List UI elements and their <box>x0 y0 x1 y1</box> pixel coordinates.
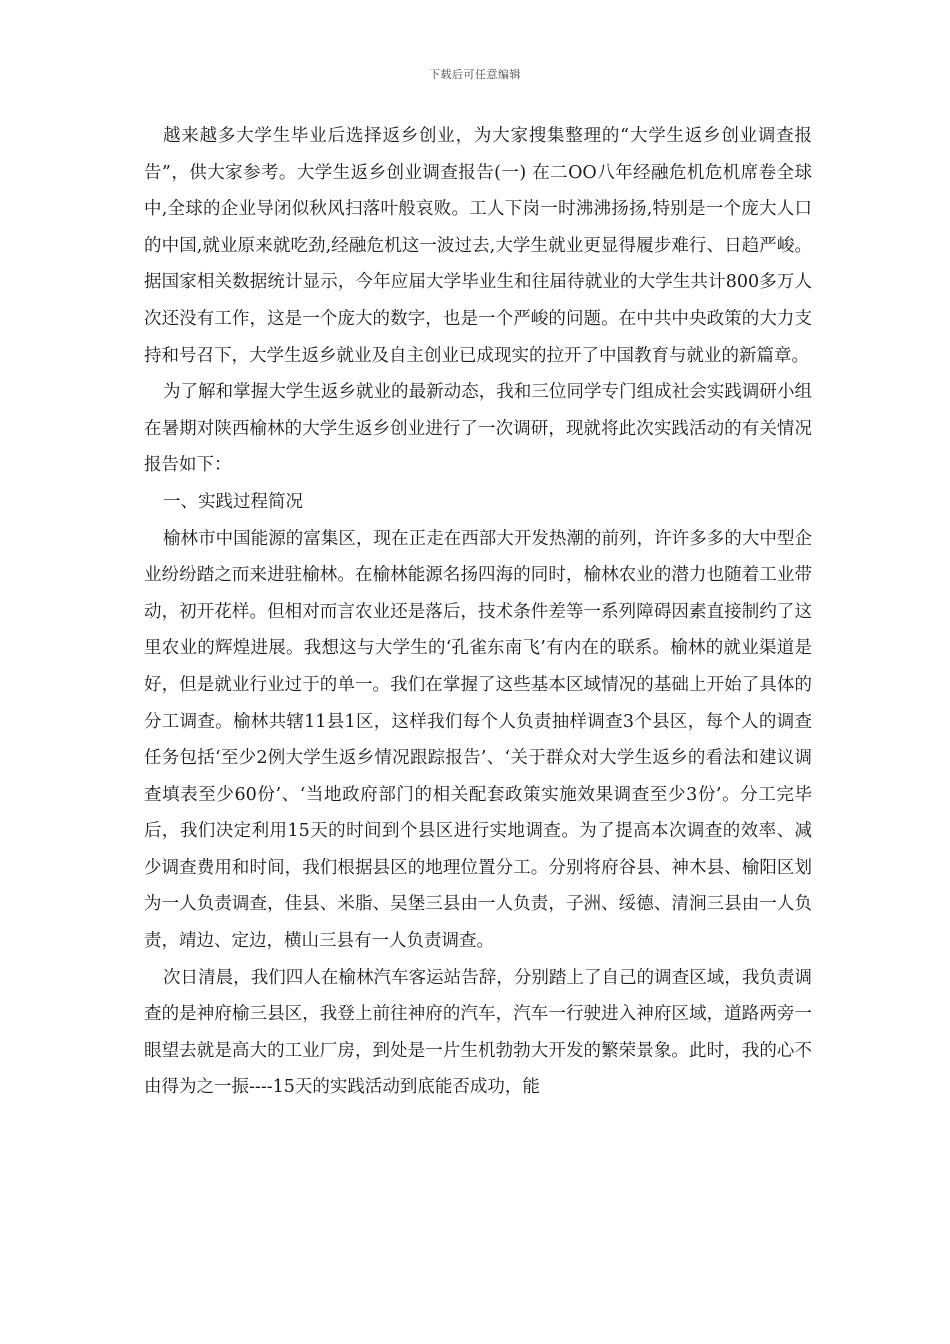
section-heading: 一、实践过程简况 <box>163 491 303 512</box>
paragraph-purpose: 为了解和掌握大学生返乡就业的最新动态，我和三位同学专门组成社会实践调研小组在暑期对陕西榆林的大学生返乡创业进行了一次调研，现就将此次实践活动的有关情况报告如下： <box>144 382 812 476</box>
page-header: 下载后可任意编辑 <box>429 68 521 81</box>
paragraph-yulin: 榆林市中国能源的富集区，现在正走在西部大开发热潮的前列，许许多多的大中型企业纷纷踏之而来进驻榆林。在榆林能源名扬四海的同时，榆林农业的潜力也随着工业带动，初开花样。但相对而言农业还是落后，技术条件差等一系列障碍因素直接制约了这里农业的辉煌进展。我想这与大学生的‘孔雀东南飞’有内在的联系。榆林的就业渠道是好，但是就业行业过于的单一。我们在掌握了这些基本区域情况的基础上开始了具体的分工调查。榆林共辖11县1区，这样我们每个人负责抽样调查3个县区，每个人的调查任务包括‘至少2例大学生返乡情况跟踪报告’、‘关于群众对大学生返乡的看法和建议调查填表至少60份’、‘当地政府部门的相关配套政策实施效果调查至少3份’。分工完毕后，我们决定利用15天的时间到个县区进行实地调查。为了提高本次调查的效率、减少调查费用和时间，我们根据县区的地理位置分工。分别将府谷县、神木县、榆阳区划为一人负责调查，佳县、米脂、吴堡三县由一人负责，子洲、绥德、清涧三县由一人负责，靖边、定边，横山三县有一人负责调查。 <box>144 528 812 952</box>
document-body <box>144 118 812 1106</box>
paragraph-intro: 越来越多大学生毕业后选择返乡创业，为大家搜集整理的“大学生返乡创业调查报告”，供大家参考。大学生返乡创业调查报告(一) 在二OO八年经融危机危机席卷全球中,全球的企业导闭似秋风扫落叶般哀败。工人下岗一时沸沸扬扬,特别是一个庞大人口的中国,就业原来就吃劲,经融危机这一波过去,大学生就业更显得履步难行、日趋严峻。据国家相关数据统计显示，今年应届大学毕业生和往届待就业的大学生共计800多万人次还没有工作，这是一个庞大的数字，也是一个严峻的问题。在中共中央政策的大力支持和号召下，大学生返乡就业及自主创业已成现实的拉开了中国教育与就业的新篇章。 <box>144 126 812 366</box>
paragraph-next-day: 次日清晨，我们四人在榆林汽车客运站告辞，分别踏上了自己的调查区域，我负责调查的是神府榆三县区，我登上前往神府的汽车，汽车一行驶进入神府区域，道路两旁一眼望去就是高大的工业厂房，到处是一片生机勃勃大开发的繁荣景象。此时，我的心不由得为之一振----15天的实践活动到底能否成功，能 <box>144 967 812 1098</box>
